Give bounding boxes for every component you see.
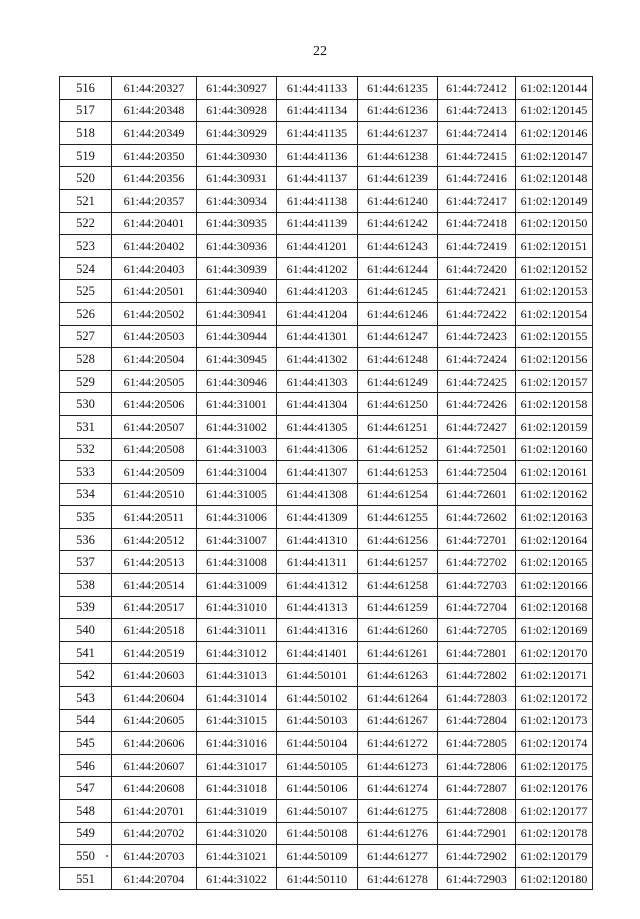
row-number-cell: 527 — [60, 325, 112, 348]
row-number-cell: 543 — [60, 687, 112, 710]
cadastral-number-cell: 61:44:31005 — [197, 483, 277, 506]
cadastral-number-cell: 61:02:120178 — [516, 822, 593, 845]
cadastral-number-cell: 61:44:61236 — [358, 99, 438, 122]
table-row — [60, 370, 593, 393]
row-number-cell: 549 — [60, 822, 112, 845]
table-row — [60, 144, 593, 167]
row-number-cell: 533 — [60, 461, 112, 484]
cadastral-number-cell: 61:44:61258 — [358, 574, 438, 597]
table-row — [60, 235, 593, 258]
cadastral-number-cell: 61:44:61243 — [358, 235, 438, 258]
cadastral-number-cell: 61:44:72705 — [438, 619, 516, 642]
cadastral-number-cell: 61:44:50109 — [277, 845, 358, 868]
cadastral-number-cell: 61:44:61249 — [358, 370, 438, 393]
cadastral-number-cell: 61:44:61274 — [358, 777, 438, 800]
cadastral-number-cell: 61:02:120175 — [516, 754, 593, 777]
cadastral-number-cell: 61:44:30931 — [197, 167, 277, 190]
table-row — [60, 415, 593, 438]
cadastral-number-cell: 61:44:50107 — [277, 800, 358, 823]
row-number-cell: 532 — [60, 438, 112, 461]
cadastral-number-cell: 61:44:31012 — [197, 641, 277, 664]
cadastral-number-cell: 61:44:50102 — [277, 687, 358, 710]
cadastral-number-cell: 61:02:120145 — [516, 99, 593, 122]
cadastral-number-cell: 61:44:61237 — [358, 122, 438, 145]
cadastral-number-cell: 61:44:61250 — [358, 393, 438, 416]
cadastral-number-cell: 61:44:50106 — [277, 777, 358, 800]
cadastral-number-cell: 61:44:20403 — [112, 257, 197, 280]
cadastral-number-cell: 61:44:20608 — [112, 777, 197, 800]
cadastral-number-cell: 61:44:72805 — [438, 732, 516, 755]
cadastral-number-cell: 61:44:41312 — [277, 574, 358, 597]
cadastral-number-cell: 61:44:50104 — [277, 732, 358, 755]
cadastral-number-cell: 61:44:72422 — [438, 302, 516, 325]
cadastral-number-cell: 61:44:72602 — [438, 506, 516, 529]
cadastral-number-cell: 61:44:31002 — [197, 415, 277, 438]
cadastral-number-cell: 61:44:30927 — [197, 77, 277, 100]
cadastral-number-cell: 61:44:20605 — [112, 709, 197, 732]
cadastral-number-cell: 61:44:20504 — [112, 348, 197, 371]
cadastral-number-cell: 61:44:61244 — [358, 257, 438, 280]
cadastral-number-cell: 61:44:61263 — [358, 664, 438, 687]
cadastral-number-cell: 61:02:120159 — [516, 415, 593, 438]
cadastral-number-cell: 61:44:20513 — [112, 551, 197, 574]
table-row — [60, 122, 593, 145]
cadastral-number-cell: 61:02:120154 — [516, 302, 593, 325]
cadastral-number-cell: 61:44:61240 — [358, 189, 438, 212]
row-number-cell: 546 — [60, 754, 112, 777]
cadastral-number-cell: 61:44:20606 — [112, 732, 197, 755]
cadastral-number-cell: 61:02:120174 — [516, 732, 593, 755]
cadastral-number-cell: 61:44:31010 — [197, 596, 277, 619]
row-number-cell: 548 — [60, 800, 112, 823]
cadastral-number-cell: 61:44:20327 — [112, 77, 197, 100]
page-number: 22 — [313, 44, 327, 59]
cadastral-number-cell: 61:44:30941 — [197, 302, 277, 325]
cadastral-number-cell: 61:44:20704 — [112, 867, 197, 890]
cadastral-number-cell: 61:44:61277 — [358, 845, 438, 868]
cadastral-number-cell: 61:44:20519 — [112, 641, 197, 664]
cadastral-number-cell: 61:44:61264 — [358, 687, 438, 710]
cadastral-number-cell: 61:44:72419 — [438, 235, 516, 258]
cadastral-number-cell: 61:44:61252 — [358, 438, 438, 461]
table-row — [60, 845, 593, 868]
cadastral-number-cell: 61:44:72701 — [438, 528, 516, 551]
cadastral-number-cell: 61:44:41201 — [277, 235, 358, 258]
cadastral-number-cell: 61:44:61276 — [358, 822, 438, 845]
cadastral-number-cell: 61:44:72807 — [438, 777, 516, 800]
cadastral-number-cell: 61:44:72802 — [438, 664, 516, 687]
cadastral-number-cell: 61:44:20503 — [112, 325, 197, 348]
table-row — [60, 822, 593, 845]
table-row — [60, 574, 593, 597]
cadastral-number-cell: 61:44:20502 — [112, 302, 197, 325]
cadastral-number-cell: 61:44:41313 — [277, 596, 358, 619]
table-body — [60, 77, 593, 890]
cadastral-number-cell: 61:02:120156 — [516, 348, 593, 371]
row-number-cell: 516 — [60, 77, 112, 100]
table-row — [60, 641, 593, 664]
cadastral-number-cell: 61:44:30935 — [197, 212, 277, 235]
cadastral-number-cell: 61:44:41202 — [277, 257, 358, 280]
cadastral-number-cell: 61:44:50103 — [277, 709, 358, 732]
row-number-cell: 551 — [60, 867, 112, 890]
row-number-cell: 518 — [60, 122, 112, 145]
table-row — [60, 438, 593, 461]
cadastral-number-cell: 61:44:61248 — [358, 348, 438, 371]
cadastral-number-cell: 61:02:120171 — [516, 664, 593, 687]
row-number-cell: 541 — [60, 641, 112, 664]
cadastral-number-cell: 61:44:61273 — [358, 754, 438, 777]
cadastral-number-cell: 61:44:72413 — [438, 99, 516, 122]
cadastral-number-cell: 61:02:120169 — [516, 619, 593, 642]
cadastral-number-cell: 61:44:41203 — [277, 280, 358, 303]
cadastral-number-cell: 61:44:41204 — [277, 302, 358, 325]
row-number-cell: 531 — [60, 415, 112, 438]
cadastral-number-cell: 61:44:61275 — [358, 800, 438, 823]
cadastral-number-cell: 61:44:72501 — [438, 438, 516, 461]
row-number-cell: 547 — [60, 777, 112, 800]
cadastral-number-cell: 61:02:120170 — [516, 641, 593, 664]
cadastral-number-cell: 61:44:72801 — [438, 641, 516, 664]
cadastral-number-cell: 61:44:30946 — [197, 370, 277, 393]
cadastral-number-cell: 61:44:72421 — [438, 280, 516, 303]
table-row — [60, 506, 593, 529]
cadastral-number-cell: 61:44:72903 — [438, 867, 516, 890]
cadastral-number-cell: 61:44:41309 — [277, 506, 358, 529]
cadastral-number-cell: 61:44:30940 — [197, 280, 277, 303]
cadastral-number-cell: 61:44:41311 — [277, 551, 358, 574]
cadastral-number-cell: 61:44:31009 — [197, 574, 277, 597]
table-row — [60, 77, 593, 100]
scan-speck — [106, 855, 108, 857]
cadastral-number-cell: 61:44:72423 — [438, 325, 516, 348]
cadastral-number-cell: 61:44:20350 — [112, 144, 197, 167]
table-row — [60, 754, 593, 777]
row-number-cell: 542 — [60, 664, 112, 687]
table-row — [60, 687, 593, 710]
row-number-cell: 545 — [60, 732, 112, 755]
cadastral-number-cell: 61:44:61278 — [358, 867, 438, 890]
cadastral-number-cell: 61:02:120157 — [516, 370, 593, 393]
cadastral-number-cell: 61:44:61253 — [358, 461, 438, 484]
cadastral-number-cell: 61:44:20703 — [112, 845, 197, 868]
cadastral-number-cell: 61:44:61257 — [358, 551, 438, 574]
table-row — [60, 280, 593, 303]
cadastral-number-cell: 61:44:20348 — [112, 99, 197, 122]
cadastral-number-cell: 61:44:31004 — [197, 461, 277, 484]
cadastral-number-cell: 61:44:31001 — [197, 393, 277, 416]
cadastral-number-cell: 61:44:20514 — [112, 574, 197, 597]
cadastral-number-cell: 61:44:72703 — [438, 574, 516, 597]
cadastral-number-cell: 61:44:61238 — [358, 144, 438, 167]
cadastral-number-cell: 61:02:120155 — [516, 325, 593, 348]
cadastral-number-cell: 61:02:120173 — [516, 709, 593, 732]
table-row — [60, 528, 593, 551]
table-row — [60, 461, 593, 484]
cadastral-number-cell: 61:02:120165 — [516, 551, 593, 574]
cadastral-number-cell: 61:44:72808 — [438, 800, 516, 823]
cadastral-number-cell: 61:02:120168 — [516, 596, 593, 619]
table-row — [60, 167, 593, 190]
row-number-cell: 540 — [60, 619, 112, 642]
cadastral-number-cell: 61:44:20607 — [112, 754, 197, 777]
table-row — [60, 393, 593, 416]
cadastral-number-cell: 61:44:72416 — [438, 167, 516, 190]
cadastral-number-cell: 61:44:50105 — [277, 754, 358, 777]
cadastral-number-cell: 61:44:31015 — [197, 709, 277, 732]
cadastral-number-cell: 61:02:120176 — [516, 777, 593, 800]
cadastral-number-cell: 61:44:31022 — [197, 867, 277, 890]
row-number-cell: 523 — [60, 235, 112, 258]
cadastral-number-cell: 61:44:20505 — [112, 370, 197, 393]
cadastral-number-cell: 61:44:72902 — [438, 845, 516, 868]
cadastral-number-cell: 61:44:20357 — [112, 189, 197, 212]
cadastral-number-cell: 61:44:72412 — [438, 77, 516, 100]
cadastral-number-cell: 61:44:72601 — [438, 483, 516, 506]
cadastral-number-cell: 61:44:20508 — [112, 438, 197, 461]
cadastral-number-cell: 61:44:72425 — [438, 370, 516, 393]
cadastral-number-cell: 61:02:120177 — [516, 800, 593, 823]
cadastral-number-cell: 61:44:31008 — [197, 551, 277, 574]
cadastral-number-cell: 61:44:30939 — [197, 257, 277, 280]
cadastral-number-cell: 61:44:61255 — [358, 506, 438, 529]
cadastral-number-cell: 61:02:120160 — [516, 438, 593, 461]
cadastral-number-cell: 61:44:31003 — [197, 438, 277, 461]
row-number-cell: 529 — [60, 370, 112, 393]
cadastral-number-cell: 61:44:61260 — [358, 619, 438, 642]
table-row — [60, 800, 593, 823]
row-number-cell: 525 — [60, 280, 112, 303]
cadastral-number-cell: 61:44:72804 — [438, 709, 516, 732]
cadastral-number-cell: 61:02:120150 — [516, 212, 593, 235]
cadastral-number-cell: 61:44:30930 — [197, 144, 277, 167]
cadastral-number-cell: 61:44:61261 — [358, 641, 438, 664]
cadastral-number-cell: 61:02:120149 — [516, 189, 593, 212]
cadastral-number-cell: 61:44:20506 — [112, 393, 197, 416]
cadastral-number-cell: 61:44:31020 — [197, 822, 277, 845]
table-row — [60, 189, 593, 212]
cadastral-number-cell: 61:02:120180 — [516, 867, 593, 890]
cadastral-number-cell: 61:44:31019 — [197, 800, 277, 823]
table-row — [60, 302, 593, 325]
cadastral-number-cell: 61:44:30934 — [197, 189, 277, 212]
cadastral-number-cell: 61:44:41139 — [277, 212, 358, 235]
cadastral-number-cell: 61:44:61246 — [358, 302, 438, 325]
table-row — [60, 709, 593, 732]
cadastral-number-cell: 61:44:41133 — [277, 77, 358, 100]
cadastral-number-cell: 61:44:41401 — [277, 641, 358, 664]
cadastral-number-cell: 61:44:41308 — [277, 483, 358, 506]
cadastral-number-cell: 61:44:20402 — [112, 235, 197, 258]
cadastral-number-cell: 61:44:41301 — [277, 325, 358, 348]
cadastral-number-cell: 61:44:41134 — [277, 99, 358, 122]
cadastral-number-cell: 61:02:120153 — [516, 280, 593, 303]
row-number-cell: 534 — [60, 483, 112, 506]
row-number-cell: 537 — [60, 551, 112, 574]
row-number-cell: 535 — [60, 506, 112, 529]
cadastral-number-cell: 61:44:31016 — [197, 732, 277, 755]
cadastral-number-cell: 61:02:120152 — [516, 257, 593, 280]
cadastral-number-cell: 61:44:41302 — [277, 348, 358, 371]
table-row — [60, 483, 593, 506]
cadastral-number-cell: 61:44:72803 — [438, 687, 516, 710]
row-number-cell: 521 — [60, 189, 112, 212]
table-row — [60, 257, 593, 280]
row-number-cell: 520 — [60, 167, 112, 190]
cadastral-number-cell: 61:44:72504 — [438, 461, 516, 484]
cadastral-number-cell: 61:44:31006 — [197, 506, 277, 529]
row-number-cell: 544 — [60, 709, 112, 732]
table-row — [60, 325, 593, 348]
cadastral-number-cell: 61:44:20517 — [112, 596, 197, 619]
cadastral-number-cell: 61:02:120164 — [516, 528, 593, 551]
cadastral-number-cell: 61:44:61272 — [358, 732, 438, 755]
row-number-cell: 522 — [60, 212, 112, 235]
cadastral-number-cell: 61:02:120146 — [516, 122, 593, 145]
cadastral-number-cell: 61:44:50101 — [277, 664, 358, 687]
cadastral-number-cell: 61:44:61239 — [358, 167, 438, 190]
cadastral-number-cell: 61:44:72702 — [438, 551, 516, 574]
cadastral-number-cell: 61:44:61242 — [358, 212, 438, 235]
cadastral-number-cell: 61:44:20511 — [112, 506, 197, 529]
cadastral-number-cell: 61:44:20512 — [112, 528, 197, 551]
row-number-cell: 530 — [60, 393, 112, 416]
cadastral-number-cell: 61:44:72424 — [438, 348, 516, 371]
table-row — [60, 619, 593, 642]
cadastral-number-cell: 61:44:61254 — [358, 483, 438, 506]
cadastral-number-cell: 61:44:41316 — [277, 619, 358, 642]
row-number-cell: 519 — [60, 144, 112, 167]
cadastral-number-cell: 61:44:50108 — [277, 822, 358, 845]
cadastral-number-cell: 61:02:120179 — [516, 845, 593, 868]
cadastral-number-cell: 61:02:120162 — [516, 483, 593, 506]
cadastral-number-cell: 61:44:41305 — [277, 415, 358, 438]
cadastral-number-cell: 61:44:20510 — [112, 483, 197, 506]
cadastral-number-cell: 61:44:30945 — [197, 348, 277, 371]
row-number-cell: 524 — [60, 257, 112, 280]
cadastral-number-cell: 61:44:41303 — [277, 370, 358, 393]
cadastral-number-cell: 61:02:120144 — [516, 77, 593, 100]
cadastral-number-cell: 61:44:30944 — [197, 325, 277, 348]
row-number-cell: 538 — [60, 574, 112, 597]
cadastral-number-cell: 61:44:20349 — [112, 122, 197, 145]
cadastral-number-cell: 61:02:120166 — [516, 574, 593, 597]
cadastral-number-cell: 61:44:41310 — [277, 528, 358, 551]
cadastral-number-cell: 61:44:20604 — [112, 687, 197, 710]
cadastral-number-cell: 61:44:41135 — [277, 122, 358, 145]
row-number-cell: 526 — [60, 302, 112, 325]
cadastral-number-cell: 61:44:30928 — [197, 99, 277, 122]
cadastral-number-cell: 61:44:41136 — [277, 144, 358, 167]
cadastral-number-cell: 61:44:41138 — [277, 189, 358, 212]
cadastral-number-cell: 61:44:72426 — [438, 393, 516, 416]
cadastral-number-cell: 61:44:72901 — [438, 822, 516, 845]
cadastral-number-cell: 61:44:72418 — [438, 212, 516, 235]
cadastral-number-cell: 61:02:120147 — [516, 144, 593, 167]
row-number-cell: 528 — [60, 348, 112, 371]
cadastral-number-cell: 61:44:41304 — [277, 393, 358, 416]
table-row — [60, 777, 593, 800]
cadastral-number-cell: 61:02:120148 — [516, 167, 593, 190]
cadastral-number-cell: 61:44:31007 — [197, 528, 277, 551]
table-row — [60, 732, 593, 755]
cadastral-number-cell: 61:44:61259 — [358, 596, 438, 619]
cadastral-number-cell: 61:44:31011 — [197, 619, 277, 642]
cadastral-number-cell: 61:44:31017 — [197, 754, 277, 777]
cadastral-number-cell: 61:44:41307 — [277, 461, 358, 484]
cadastral-number-cell: 61:44:20603 — [112, 664, 197, 687]
cadastral-number-cell: 61:44:72414 — [438, 122, 516, 145]
cadastral-number-cell: 61:44:20501 — [112, 280, 197, 303]
cadastral-number-cell: 61:44:30936 — [197, 235, 277, 258]
cadastral-number-cell: 61:44:20702 — [112, 822, 197, 845]
cadastral-number-cell: 61:44:20507 — [112, 415, 197, 438]
cadastral-number-cell: 61:44:20509 — [112, 461, 197, 484]
cadastral-number-cell: 61:44:72427 — [438, 415, 516, 438]
cadastral-number-cell: 61:44:30929 — [197, 122, 277, 145]
cadastral-number-cell: 61:02:120151 — [516, 235, 593, 258]
table-row — [60, 664, 593, 687]
table-row — [60, 348, 593, 371]
table-row — [60, 867, 593, 890]
row-number-cell: 550 — [60, 845, 112, 868]
cadastral-number-cell: 61:44:72806 — [438, 754, 516, 777]
cadastral-number-cell: 61:44:72417 — [438, 189, 516, 212]
cadastral-number-cell: 61:02:120172 — [516, 687, 593, 710]
cadastral-number-cell: 61:44:20401 — [112, 212, 197, 235]
cadastral-number-cell: 61:44:61247 — [358, 325, 438, 348]
cadastral-number-cell: 61:44:50110 — [277, 867, 358, 890]
row-number-cell: 536 — [60, 528, 112, 551]
cadastral-number-cell: 61:44:61256 — [358, 528, 438, 551]
cadastral-number-cell: 61:44:72704 — [438, 596, 516, 619]
table-row — [60, 551, 593, 574]
cadastral-number-cell: 61:44:20701 — [112, 800, 197, 823]
cadastral-numbers-table — [59, 76, 593, 890]
cadastral-number-cell: 61:44:72415 — [438, 144, 516, 167]
row-number-cell: 539 — [60, 596, 112, 619]
cadastral-number-cell: 61:44:72420 — [438, 257, 516, 280]
cadastral-number-cell: 61:02:120158 — [516, 393, 593, 416]
cadastral-number-cell: 61:44:31021 — [197, 845, 277, 868]
cadastral-number-cell: 61:44:41306 — [277, 438, 358, 461]
table-row — [60, 212, 593, 235]
cadastral-number-cell: 61:44:31018 — [197, 777, 277, 800]
table-row — [60, 99, 593, 122]
table-row — [60, 596, 593, 619]
cadastral-number-cell: 61:44:41137 — [277, 167, 358, 190]
cadastral-number-cell: 61:44:20356 — [112, 167, 197, 190]
cadastral-number-cell: 61:44:61245 — [358, 280, 438, 303]
cadastral-number-cell: 61:02:120161 — [516, 461, 593, 484]
cadastral-number-cell: 61:44:31013 — [197, 664, 277, 687]
cadastral-number-cell: 61:44:61267 — [358, 709, 438, 732]
cadastral-number-cell: 61:44:31014 — [197, 687, 277, 710]
cadastral-number-cell: 61:44:20518 — [112, 619, 197, 642]
cadastral-number-cell: 61:44:61235 — [358, 77, 438, 100]
row-number-cell: 517 — [60, 99, 112, 122]
cadastral-number-cell: 61:44:61251 — [358, 415, 438, 438]
cadastral-number-cell: 61:02:120163 — [516, 506, 593, 529]
